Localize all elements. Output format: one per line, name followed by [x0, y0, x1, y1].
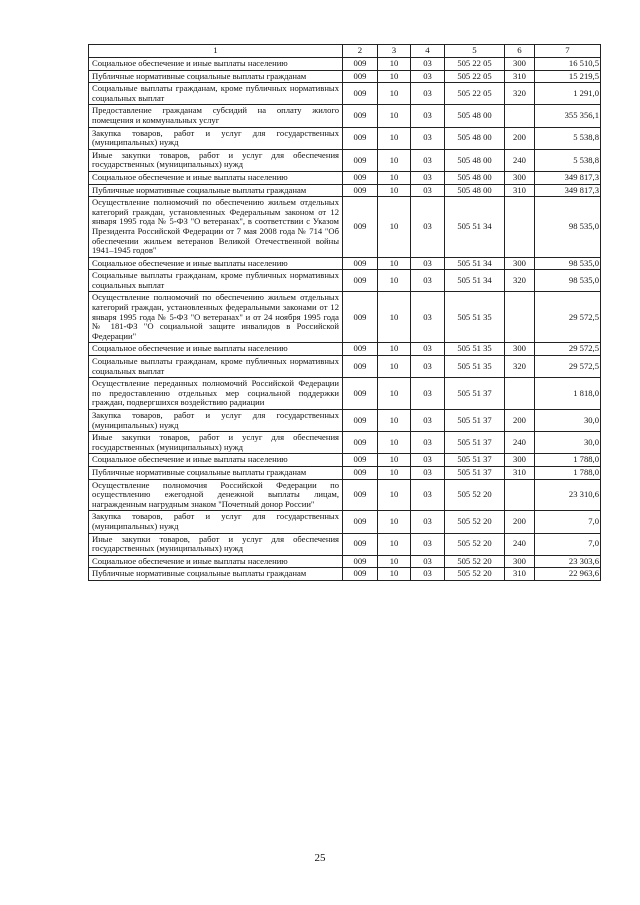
row-description: Иные закупки товаров, работ и услуг для обеспечения государственных (муниципальных) нужд: [89, 432, 343, 454]
amount: 349 817,3: [535, 184, 601, 197]
col-header: 5: [445, 45, 505, 58]
target-article-code: 505 52 20: [445, 511, 505, 533]
expense-type-code: 310: [505, 184, 535, 197]
admin-code: 009: [343, 83, 378, 105]
target-article-code: 505 48 00: [445, 149, 505, 171]
row-description: Осуществление полномочий по обеспечению жильем отдельных категорий граждан, установленных федеральными законами от 12 января 1995 года № 5-ФЗ "О ветеранах" и от 24 ноября 1995 года № 181-ФЗ "О социальной защите инвалидов в Российской Федерации": [89, 292, 343, 343]
target-article-code: 505 51 37: [445, 454, 505, 467]
subsection-code: 03: [411, 466, 445, 479]
amount: 355 356,1: [535, 105, 601, 127]
amount: 5 538,8: [535, 127, 601, 149]
section-code: 10: [378, 149, 411, 171]
row-description: Социальное обеспечение и иные выплаты населению: [89, 343, 343, 356]
row-description: Социальное обеспечение и иные выплаты населению: [89, 171, 343, 184]
table-row: [89, 184, 601, 197]
table-row: [89, 58, 601, 71]
section-code: 10: [378, 257, 411, 270]
section-code: 10: [378, 292, 411, 343]
amount: 30,0: [535, 432, 601, 454]
table-row: [89, 83, 601, 105]
target-article-code: 505 52 20: [445, 479, 505, 511]
subsection-code: 03: [411, 378, 445, 410]
admin-code: 009: [343, 292, 378, 343]
budget-table: [88, 44, 601, 581]
expense-type-code: 300: [505, 257, 535, 270]
row-description: Осуществление полномочия Российской Федерации по осуществлению ежегодной денежной выплаты лицам, награжденным нагрудным знаком "Почетный донор России": [89, 479, 343, 511]
target-article-code: 505 51 34: [445, 257, 505, 270]
expense-type-code: 320: [505, 83, 535, 105]
expense-type-code: 240: [505, 149, 535, 171]
col-header: 1: [89, 45, 343, 58]
amount: 29 572,5: [535, 356, 601, 378]
admin-code: 009: [343, 127, 378, 149]
amount: 22 963,6: [535, 568, 601, 581]
table-row: [89, 410, 601, 432]
amount: 30,0: [535, 410, 601, 432]
subsection-code: 03: [411, 127, 445, 149]
subsection-code: 03: [411, 257, 445, 270]
subsection-code: 03: [411, 58, 445, 71]
admin-code: 009: [343, 270, 378, 292]
admin-code: 009: [343, 410, 378, 432]
section-code: 10: [378, 270, 411, 292]
subsection-code: 03: [411, 171, 445, 184]
expense-type-code: [505, 197, 535, 258]
amount: 29 572,5: [535, 292, 601, 343]
table-row: [89, 568, 601, 581]
expense-type-code: [505, 105, 535, 127]
section-code: 10: [378, 410, 411, 432]
table-row: [89, 511, 601, 533]
table-row: [89, 70, 601, 83]
expense-type-code: 300: [505, 343, 535, 356]
amount: 1 818,0: [535, 378, 601, 410]
amount: 7,0: [535, 533, 601, 555]
amount: 98 535,0: [535, 257, 601, 270]
expense-type-code: 200: [505, 410, 535, 432]
expense-type-code: [505, 378, 535, 410]
target-article-code: 505 51 37: [445, 378, 505, 410]
admin-code: 009: [343, 105, 378, 127]
row-description: Публичные нормативные социальные выплаты гражданам: [89, 70, 343, 83]
col-header: 4: [411, 45, 445, 58]
subsection-code: 03: [411, 197, 445, 258]
section-code: 10: [378, 184, 411, 197]
target-article-code: 505 48 00: [445, 127, 505, 149]
row-description: Социальные выплаты гражданам, кроме публичных нормативных социальных выплат: [89, 270, 343, 292]
section-code: 10: [378, 568, 411, 581]
table-row: [89, 356, 601, 378]
row-description: Предоставление гражданам субсидий на оплату жилого помещения и коммунальных услуг: [89, 105, 343, 127]
expense-type-code: [505, 479, 535, 511]
amount: 349 817,3: [535, 171, 601, 184]
admin-code: 009: [343, 511, 378, 533]
section-code: 10: [378, 555, 411, 568]
table-row: [89, 105, 601, 127]
row-description: Социальное обеспечение и иные выплаты населению: [89, 454, 343, 467]
target-article-code: 505 51 37: [445, 410, 505, 432]
subsection-code: 03: [411, 432, 445, 454]
target-article-code: 505 51 34: [445, 270, 505, 292]
target-article-code: 505 22 05: [445, 83, 505, 105]
expense-type-code: 310: [505, 70, 535, 83]
row-description: Закупка товаров, работ и услуг для государственных (муниципальных) нужд: [89, 511, 343, 533]
admin-code: 009: [343, 378, 378, 410]
expense-type-code: 310: [505, 568, 535, 581]
amount: 1 788,0: [535, 454, 601, 467]
admin-code: 009: [343, 432, 378, 454]
subsection-code: 03: [411, 70, 445, 83]
col-header: 2: [343, 45, 378, 58]
amount: 7,0: [535, 511, 601, 533]
target-article-code: 505 51 35: [445, 292, 505, 343]
section-code: 10: [378, 466, 411, 479]
row-description: Публичные нормативные социальные выплаты гражданам: [89, 568, 343, 581]
amount: 1 788,0: [535, 466, 601, 479]
target-article-code: 505 51 37: [445, 466, 505, 479]
table-row: [89, 555, 601, 568]
section-code: 10: [378, 127, 411, 149]
section-code: 10: [378, 511, 411, 533]
row-description: Осуществление полномочий по обеспечению жильем отдельных категорий граждан, установленных Федеральным законом от 12 января 1995 года № 5-ФЗ "О ветеранах", в соответствии с Указом Президента Российской Федерации от 7 мая 2008 года № 714 "Об обеспечении жильем ветеранов Великой Отечественной войны 1941–1945 годов": [89, 197, 343, 258]
subsection-code: 03: [411, 83, 445, 105]
subsection-code: 03: [411, 184, 445, 197]
expense-type-code: 310: [505, 466, 535, 479]
expense-type-code: 200: [505, 127, 535, 149]
table-row: [89, 127, 601, 149]
target-article-code: 505 48 00: [445, 171, 505, 184]
target-article-code: 505 48 00: [445, 184, 505, 197]
expense-type-code: 240: [505, 432, 535, 454]
admin-code: 009: [343, 479, 378, 511]
admin-code: 009: [343, 356, 378, 378]
admin-code: 009: [343, 533, 378, 555]
expense-type-code: [505, 292, 535, 343]
row-description: Социальное обеспечение и иные выплаты населению: [89, 257, 343, 270]
table-row: [89, 378, 601, 410]
section-code: 10: [378, 432, 411, 454]
section-code: 10: [378, 70, 411, 83]
subsection-code: 03: [411, 479, 445, 511]
amount: 29 572,5: [535, 343, 601, 356]
admin-code: 009: [343, 454, 378, 467]
section-code: 10: [378, 58, 411, 71]
table-row: [89, 270, 601, 292]
amount: 5 538,8: [535, 149, 601, 171]
table-row: [89, 292, 601, 343]
amount: 98 535,0: [535, 270, 601, 292]
table-row: [89, 171, 601, 184]
amount: 23 310,6: [535, 479, 601, 511]
section-code: 10: [378, 105, 411, 127]
expense-type-code: 300: [505, 454, 535, 467]
table-row: [89, 466, 601, 479]
col-header: 3: [378, 45, 411, 58]
expense-type-code: 300: [505, 171, 535, 184]
admin-code: 009: [343, 149, 378, 171]
header-row: [89, 45, 601, 58]
expense-type-code: 300: [505, 58, 535, 71]
admin-code: 009: [343, 70, 378, 83]
subsection-code: 03: [411, 343, 445, 356]
admin-code: 009: [343, 197, 378, 258]
row-description: Публичные нормативные социальные выплаты гражданам: [89, 466, 343, 479]
admin-code: 009: [343, 466, 378, 479]
target-article-code: 505 52 20: [445, 568, 505, 581]
amount: 1 291,0: [535, 83, 601, 105]
admin-code: 009: [343, 568, 378, 581]
target-article-code: 505 51 34: [445, 197, 505, 258]
col-header: 6: [505, 45, 535, 58]
section-code: 10: [378, 343, 411, 356]
row-description: Социальные выплаты гражданам, кроме публичных нормативных социальных выплат: [89, 356, 343, 378]
admin-code: 009: [343, 555, 378, 568]
section-code: 10: [378, 197, 411, 258]
section-code: 10: [378, 356, 411, 378]
expense-type-code: 320: [505, 270, 535, 292]
table-row: [89, 454, 601, 467]
target-article-code: 505 52 20: [445, 555, 505, 568]
section-code: 10: [378, 378, 411, 410]
section-code: 10: [378, 83, 411, 105]
subsection-code: 03: [411, 149, 445, 171]
subsection-code: 03: [411, 533, 445, 555]
admin-code: 009: [343, 184, 378, 197]
section-code: 10: [378, 171, 411, 184]
table-body: [89, 58, 601, 581]
col-header: 7: [535, 45, 601, 58]
target-article-code: 505 51 37: [445, 432, 505, 454]
row-description: Публичные нормативные социальные выплаты гражданам: [89, 184, 343, 197]
expense-type-code: 200: [505, 511, 535, 533]
expense-type-code: 240: [505, 533, 535, 555]
admin-code: 009: [343, 58, 378, 71]
target-article-code: 505 51 35: [445, 343, 505, 356]
row-description: Иные закупки товаров, работ и услуг для обеспечения государственных (муниципальных) нужд: [89, 149, 343, 171]
target-article-code: 505 48 00: [445, 105, 505, 127]
amount: 15 219,5: [535, 70, 601, 83]
row-description: Социальные выплаты гражданам, кроме публичных нормативных социальных выплат: [89, 83, 343, 105]
target-article-code: 505 22 05: [445, 70, 505, 83]
subsection-code: 03: [411, 555, 445, 568]
section-code: 10: [378, 533, 411, 555]
row-description: Социальное обеспечение и иные выплаты населению: [89, 555, 343, 568]
table-row: [89, 432, 601, 454]
subsection-code: 03: [411, 568, 445, 581]
subsection-code: 03: [411, 356, 445, 378]
subsection-code: 03: [411, 105, 445, 127]
subsection-code: 03: [411, 454, 445, 467]
row-description: Иные закупки товаров, работ и услуг для обеспечения государственных (муниципальных) нужд: [89, 533, 343, 555]
target-article-code: 505 51 35: [445, 356, 505, 378]
amount: 23 303,6: [535, 555, 601, 568]
admin-code: 009: [343, 171, 378, 184]
target-article-code: 505 22 05: [445, 58, 505, 71]
amount: 98 535,0: [535, 197, 601, 258]
subsection-code: 03: [411, 270, 445, 292]
subsection-code: 03: [411, 292, 445, 343]
row-description: Социальное обеспечение и иные выплаты населению: [89, 58, 343, 71]
subsection-code: 03: [411, 410, 445, 432]
table-row: [89, 343, 601, 356]
row-description: Осуществление переданных полномочий Российской Федерации по предоставлению отдельных мер социальной поддержки граждан, подвергшихся воздействию радиации: [89, 378, 343, 410]
admin-code: 009: [343, 343, 378, 356]
table-row: [89, 479, 601, 511]
section-code: 10: [378, 454, 411, 467]
row-description: Закупка товаров, работ и услуг для государственных (муниципальных) нужд: [89, 127, 343, 149]
table-row: [89, 257, 601, 270]
section-code: 10: [378, 479, 411, 511]
amount: 16 510,5: [535, 58, 601, 71]
table-row: [89, 533, 601, 555]
admin-code: 009: [343, 257, 378, 270]
expense-type-code: 320: [505, 356, 535, 378]
expense-type-code: 300: [505, 555, 535, 568]
table-row: [89, 149, 601, 171]
subsection-code: 03: [411, 511, 445, 533]
table-row: [89, 197, 601, 258]
row-description: Закупка товаров, работ и услуг для государственных (муниципальных) нужд: [89, 410, 343, 432]
target-article-code: 505 52 20: [445, 533, 505, 555]
page-number: 25: [314, 852, 326, 864]
